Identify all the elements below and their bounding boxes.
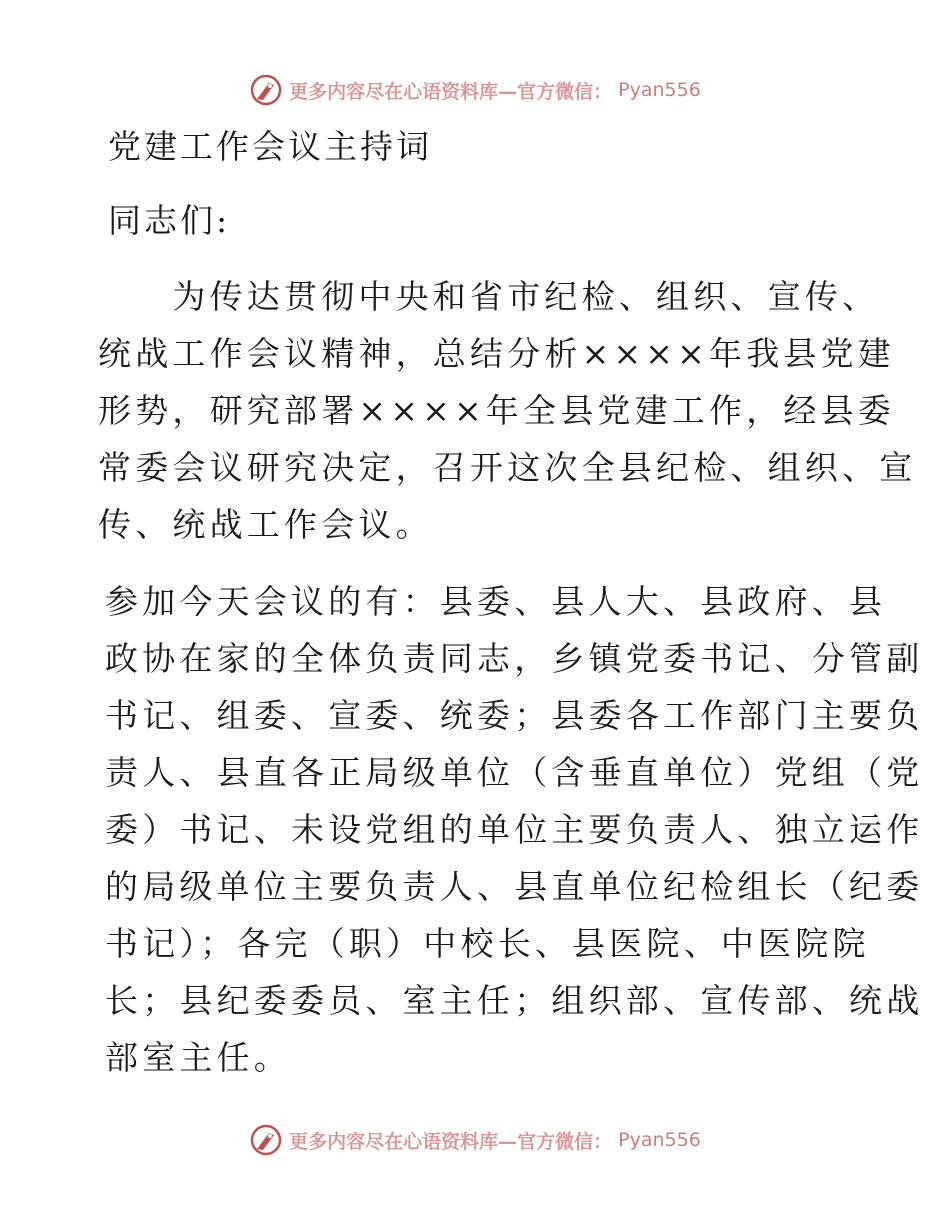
paragraph-2 [105, 573, 924, 1086]
paragraph-line: 常委会议研究决定，召开这次全县纪检、组织、宣 [98, 448, 917, 487]
watermark-text: 更多内容尽在心语资料库—官方微信： [289, 1130, 613, 1153]
pen-nib-logo-icon [249, 73, 283, 107]
paragraph-line: 形势，研究部署××××年全县党建工作，经县委 [98, 391, 896, 430]
paragraph-line: 参加今天会议的有：县委、县人大、县政府、县 [105, 582, 887, 621]
paragraph-line: 书记）；各完（职）中校长、县医院、中医院院 [105, 924, 870, 963]
paragraph-line: 责人、县直各正局级单位（含垂直单位）党组（党 [105, 753, 924, 792]
paragraph-line: 传、统战工作会议。 [98, 505, 433, 544]
salutation: 同志们: [108, 201, 231, 240]
watermark-contact: Pyan556 [618, 1129, 701, 1151]
paragraph-line: 委）书记、未设党组的单位主要负责人、独立运作 [105, 810, 924, 849]
footer-watermark [0, 1120, 950, 1160]
paragraph-line: 统战工作会议精神，总结分析××××年我县党建 [98, 334, 896, 373]
paragraph-line: 为传达贯彻中央和省市纪检、组织、宣传、 [98, 277, 880, 316]
paragraph-line: 政协在家的全体负责同志，乡镇党委书记、分管副 [105, 639, 924, 678]
paragraph-1 [98, 268, 917, 553]
watermark-contact: Pyan556 [618, 79, 701, 101]
paragraph-line: 部室主任。 [105, 1038, 291, 1077]
watermark-text: 更多内容尽在心语资料库—官方微信： [289, 80, 613, 103]
header-watermark [0, 70, 950, 110]
document-title: 党建工作会议主持词 [108, 127, 432, 166]
paragraph-line: 长；县纪委委员、室主任；组织部、宣传部、统战 [105, 981, 924, 1020]
pen-nib-logo-icon [249, 1123, 283, 1157]
paragraph-line: 书记、组委、宣委、统委；县委各工作部门主要负 [105, 696, 924, 735]
paragraph-line: 的局级单位主要负责人、县直单位纪检组长（纪委 [105, 867, 924, 906]
